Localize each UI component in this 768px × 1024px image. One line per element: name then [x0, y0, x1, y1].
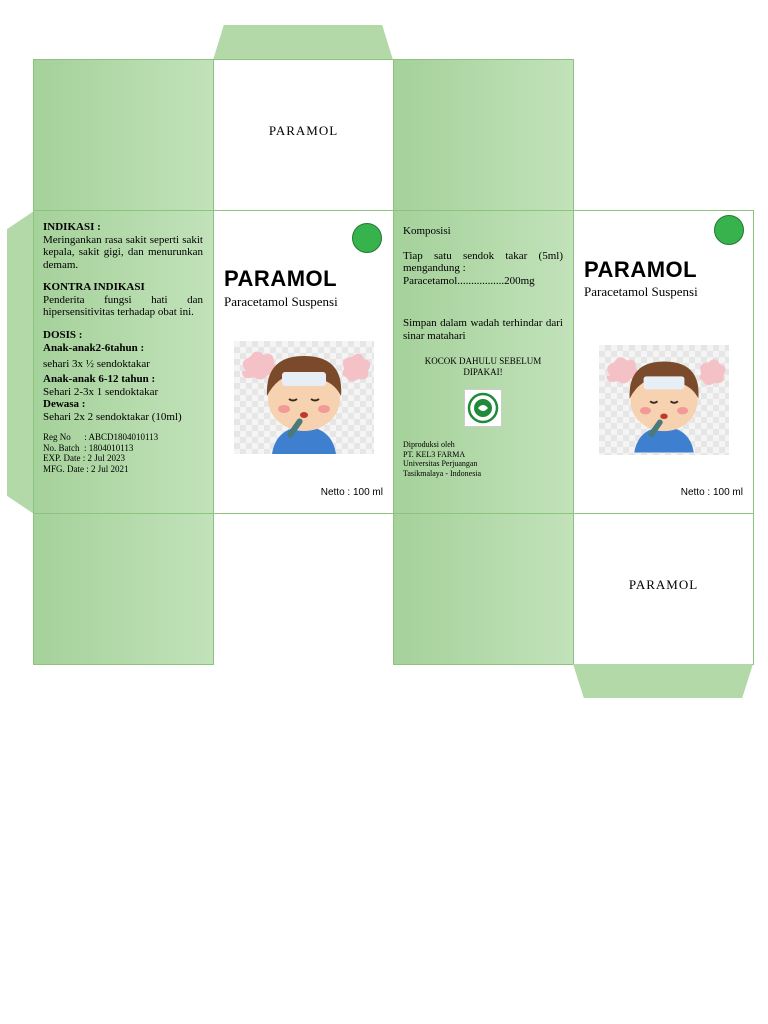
dewasa-text: Sehari 2x 2 sendoktakar (10ml) — [43, 410, 182, 423]
producer-university: Universitas Perjuangan — [403, 459, 478, 468]
indikasi-title: INDIKASI : — [43, 221, 101, 233]
sick-child-icon — [234, 341, 374, 454]
front-panel-left — [213, 210, 394, 514]
shake-warning: KOCOK DAHULU SEBELUM DIPAKAI! — [424, 356, 542, 377]
anak2-text: Sehari 2-3x 1 sendoktakar — [43, 385, 159, 398]
anak2-title: Anak-anak 6-12 tahun : — [43, 373, 156, 385]
bottom-label-flap — [573, 513, 754, 665]
netto-label: Netto : 100 ml — [680, 487, 743, 498]
komposisi-item: Paracetamol.................200mg — [403, 274, 535, 287]
sick-child-illustration — [599, 345, 729, 455]
brand-subtitle: Paracetamol Suspensi — [224, 294, 338, 309]
komposisi-title: Komposisi — [403, 225, 451, 237]
exp-date: EXP. Date : 2 Jul 2023 — [43, 453, 125, 463]
bottom-flap-title: PARAMOL — [628, 577, 699, 592]
producer-company: PT. KEL3 FARMA — [403, 449, 466, 459]
top-left-flap — [33, 59, 214, 211]
anak1-title: Anak-anak2-6tahun : — [43, 342, 145, 354]
kontra-title: KONTRA INDIKASI — [43, 281, 145, 293]
front-panel-right — [573, 210, 754, 514]
top-glue-tab — [213, 25, 393, 60]
top-right-flap — [393, 59, 574, 211]
composition-panel — [393, 210, 574, 514]
info-panel — [33, 210, 214, 514]
bottom-middle-flap — [393, 513, 574, 665]
dosis-title: DOSIS : — [43, 328, 83, 341]
brand-subtitle: Paracetamol Suspensi — [584, 284, 698, 299]
producer-city: Tasikmalaya - Indonesia — [403, 468, 482, 478]
producer-label: Diproduksi oleh — [403, 440, 455, 449]
brand-name: PARAMOL — [584, 257, 698, 282]
mfg-date: MFG. Date : 2 Jul 2021 — [43, 463, 129, 474]
anak1-text: sehari 3x ½ sendoktakar — [43, 357, 150, 370]
status-dot — [352, 223, 382, 253]
sick-child-illustration — [234, 341, 374, 454]
halal-logo — [464, 389, 502, 427]
status-dot — [714, 215, 744, 245]
top-label-flap — [213, 59, 394, 211]
netto-label: Netto : 100 ml — [320, 487, 383, 498]
brand-name: PARAMOL — [224, 266, 338, 291]
batch-no: No. Batch : 1804010113 — [43, 442, 134, 453]
sick-child-icon — [599, 345, 729, 455]
bottom-left-flap — [33, 513, 214, 665]
komposisi-text: Tiap satu sendok takar (5ml) mengandung : — [403, 249, 563, 274]
kontra-text: Penderita fungsi hati dan hipersensitivitas terhadap obat ini. — [43, 293, 203, 318]
reg-no: Reg No : ABCD1804010113 — [43, 432, 159, 442]
indikasi-text: Meringankan rasa sakit seperti sakit kepala, sakit gigi, dan menurunkan demam. — [43, 233, 203, 271]
top-flap-title: PARAMOL — [268, 123, 339, 138]
halal-seal-icon — [467, 392, 499, 424]
dewasa-title: Dewasa : — [43, 398, 86, 410]
bottom-glue-tab — [573, 664, 753, 698]
side-glue-tab — [7, 211, 34, 514]
storage-note: Simpan dalam wadah terhindar dari sinar matahari — [403, 317, 563, 342]
